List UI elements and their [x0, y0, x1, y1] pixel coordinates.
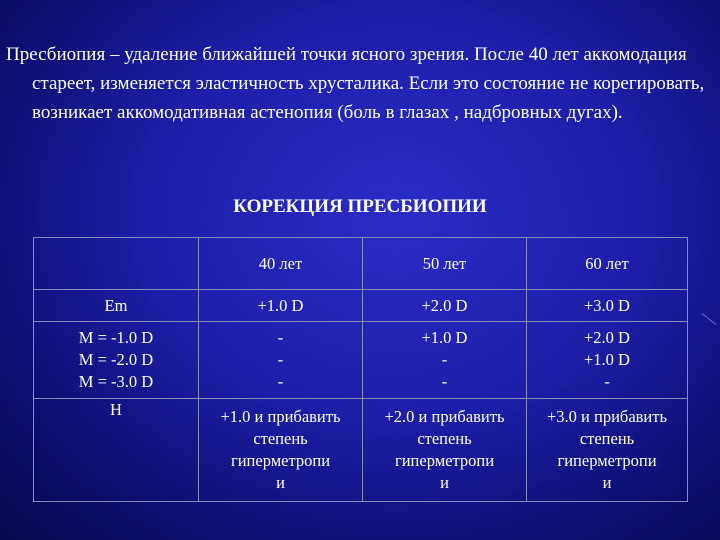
intro-paragraph: Пресбиопия – удаление ближайшей точки ясного зрения. После 40 лет аккомодация стареет, изменяется эластичность хрусталика. Если это состояние не корегировать, возникает аккомодативная астенопия (боль в глазах , надбровных дугах). [6, 44, 705, 123]
header-cell-empty [34, 238, 199, 290]
cell-line: и [602, 473, 612, 492]
cell-line: - [441, 350, 448, 369]
cell-line: гиперметропи [557, 451, 657, 470]
table-cell [527, 399, 688, 502]
table-row [34, 399, 688, 502]
table-row [34, 290, 688, 322]
cell-line: +1.0 D [421, 328, 468, 347]
row-label-line: M = -1.0 D [78, 328, 154, 347]
header-cell-50: 50 лет [363, 238, 527, 290]
cell-line: и [440, 473, 449, 492]
row-label-line: Em [104, 295, 128, 315]
row-label-line: M = -2.0 D [78, 350, 154, 369]
row-label-em [34, 290, 199, 322]
cell-line: степень [417, 429, 472, 448]
cell-line: - [277, 350, 284, 369]
cell-line: - [277, 372, 284, 391]
decorative-line [702, 313, 717, 325]
row-label-hyperopia [34, 399, 199, 502]
table-cell [527, 322, 688, 399]
table-header-row [34, 238, 688, 290]
cell-line: +1.0 D [257, 295, 304, 315]
table-cell [363, 290, 527, 322]
presbyopia-correction-table [33, 237, 688, 502]
cell-line: +2.0 D [584, 328, 630, 347]
table-cell [199, 399, 363, 502]
header-cell-60: 60 лет [527, 238, 688, 290]
row-label-line: M = -3.0 D [78, 372, 154, 391]
cell-line: +3.0 D [584, 295, 630, 315]
table-row [34, 322, 688, 399]
table-cell [363, 399, 527, 502]
cell-line: гиперметропи [230, 451, 331, 470]
cell-line: - [604, 372, 610, 391]
cell-line: +1.0 и прибавить [220, 407, 341, 426]
table-heading: КОРЕКЦИЯ ПРЕСБИОПИИ [233, 196, 487, 217]
row-label-myopia [34, 322, 199, 399]
cell-line: - [277, 328, 284, 347]
header-cell-40: 40 лет [199, 238, 363, 290]
cell-line: +2.0 и прибавить [384, 407, 505, 426]
cell-line: - [441, 372, 448, 391]
cell-line: +2.0 D [421, 295, 468, 315]
table-cell [527, 290, 688, 322]
cell-line: гиперметропи [394, 451, 495, 470]
cell-line: степень [253, 429, 308, 448]
table-cell [199, 322, 363, 399]
cell-line: степень [579, 429, 635, 448]
cell-line: +1.0 D [584, 350, 630, 369]
cell-line: и [276, 473, 285, 492]
table-cell [363, 322, 527, 399]
table-cell [199, 290, 363, 322]
row-label-line: H [110, 400, 122, 419]
cell-line: +3.0 и прибавить [547, 407, 667, 426]
